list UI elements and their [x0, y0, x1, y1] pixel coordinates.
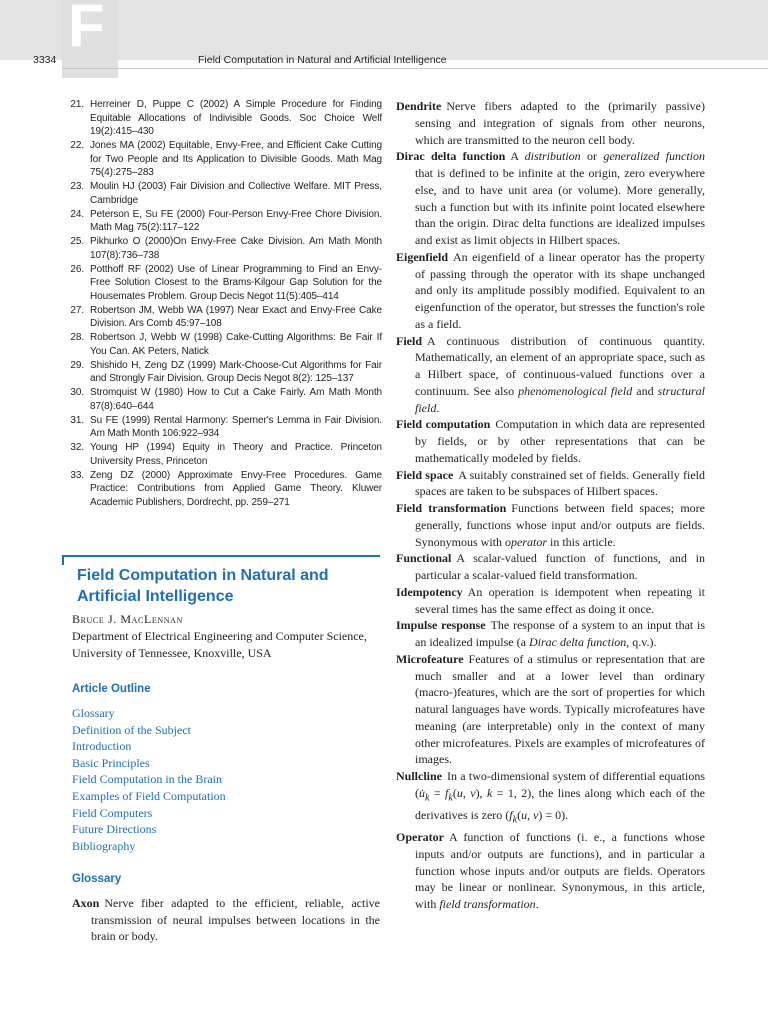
- section-letter-tab: [62, 0, 118, 78]
- outline-heading: Article Outline: [72, 683, 151, 695]
- outline-link[interactable]: Examples of Field Computation: [72, 788, 226, 803]
- glossary-entry: [396, 550, 705, 584]
- reference-text: Robertson JM, Webb WA (1997) Near Exact and Envy-Free Cake Division. Ars Comb 45:97–108: [90, 304, 382, 330]
- reference-number: 24.: [70, 208, 84, 220]
- glossary-term: Idempotency: [396, 584, 463, 599]
- reference-item: [62, 441, 382, 468]
- reference-number: 30.: [70, 387, 84, 399]
- glossary-term: Field space: [396, 467, 454, 482]
- reference-number: 28.: [70, 332, 84, 344]
- glossary-entry: [396, 148, 705, 249]
- references-section: [62, 98, 382, 510]
- outline-item: [72, 705, 226, 722]
- outline-link[interactable]: Field Computation in the Brain: [72, 772, 222, 787]
- glossary-right: [396, 98, 705, 913]
- outline-item: [72, 821, 226, 838]
- glossary-definition: The response of a system to an input that is an idealized impulse (a Dirac delta function, q.v.).: [415, 618, 705, 649]
- glossary-definition: A scalar-valued function of functions, and in particular a scalar-valued field transformation.: [415, 551, 705, 582]
- author-name: Bruce J. MacLennan: [72, 612, 183, 626]
- glossary-definition: A distribution or generalized function that is defined to be infinite at the origin, zero everywhere else, and to have unit area (or volume). More generally, such a function but with its infinite point located elsewhere than the origin. Dirac delta functions are idealized impulses and exist as limit objects in Hilbert spaces.: [415, 149, 706, 247]
- reference-number: 33.: [70, 469, 84, 481]
- outline-item: [72, 805, 226, 822]
- glossary-term: Field: [396, 333, 422, 348]
- reference-item: [62, 359, 382, 386]
- glossary-definition: An eigenfield of a linear operator has the property of passing through the operator with its shape unchanged and only its amplitude possibly modified. Equivalent to an eigenfunction of the operator, but stresses the function's role as a field.: [415, 249, 705, 331]
- reference-list: [62, 98, 382, 509]
- glossary-term: Dirac delta function: [396, 149, 506, 164]
- glossary-entry: [396, 829, 705, 913]
- reference-number: 22.: [70, 140, 84, 152]
- reference-number: 32.: [70, 442, 84, 454]
- reference-number: 21.: [70, 99, 84, 110]
- glossary-term: Operator: [396, 830, 444, 845]
- glossary-term: Impulse response: [396, 618, 486, 633]
- glossary-entry: [396, 500, 705, 550]
- reference-text: Potthoff RF (2002) Use of Linear Programming to Find an Envy-Free Solution Closest to the Brams-Kilgour Gap Solution for the Housemates Problem. Group Decis Negot 11(5):405–414: [90, 263, 382, 302]
- outline-item: [72, 738, 226, 755]
- glossary-definition: Features of a stimulus or representation that are much smaller and at a lower level than ordinary (macro-)features, which are the sort of properties for which natural languages have words. Typically microfeatures have meaning (are interpretable) only in the context of many other microfeatures. Pixels are examples of microfeatures of images.: [415, 651, 705, 767]
- page-number: 3334: [33, 54, 57, 66]
- glossary-definition: An operation is idempotent when repeating it several times has the same effect as doing it once.: [415, 584, 705, 616]
- reference-number: 25.: [70, 236, 84, 248]
- glossary-heading: Glossary: [72, 873, 122, 885]
- glossary-term: Functional: [396, 551, 452, 566]
- glossary-entry: [396, 768, 705, 829]
- outline-link[interactable]: Glossary: [72, 706, 115, 720]
- outline-item: [72, 788, 226, 805]
- outline-item: [72, 771, 226, 788]
- outline-item: [72, 838, 226, 855]
- glossary-term: Field transformation: [396, 501, 507, 515]
- reference-text: Herreiner D, Puppe C (2002) A Simple Procedure for Finding Equitable Allocations of Indivisible Goods. Soc Choice Welf 19(2):415–430: [90, 99, 382, 138]
- title-rule: [62, 555, 380, 557]
- reference-text: Peterson E, Su FE (2000) Four-Person Envy-Free Chore Division. Math Mag 75(2):117–122: [90, 208, 382, 234]
- glossary-entry: [396, 584, 705, 618]
- glossary-term: Field computation: [396, 417, 491, 432]
- glossary-left: [72, 895, 380, 945]
- glossary-definition: A suitably constrained set of fields. Generally field spaces are taken to be subspaces of Hilbert spaces.: [415, 467, 705, 499]
- reference-text: Moulin HJ (2003) Fair Division and Collective Welfare. MIT Press, Cambridge: [90, 181, 382, 206]
- glossary-term: Nullcline: [396, 769, 443, 783]
- reference-number: 26.: [70, 263, 84, 275]
- reference-text: Young HP (1994) Equity in Theory and Practice. Princeton University Press, Princeton: [90, 442, 382, 467]
- glossary-entry: [396, 651, 705, 768]
- outline-link[interactable]: Future Directions: [72, 822, 157, 837]
- glossary-entry: [396, 416, 705, 466]
- outline-link[interactable]: Field Computers: [72, 805, 153, 820]
- reference-item: [62, 469, 382, 510]
- reference-item: [62, 139, 382, 180]
- reference-item: [62, 386, 382, 413]
- glossary-definition: A continuous distribution of continuous quantity. Mathematically, an element of an appropriate space, such as a Hilbert space, of continuous-valued functions over a continuum. See also phenomenological field and structural field.: [415, 333, 706, 415]
- reference-item: [62, 180, 382, 207]
- reference-item: [62, 235, 382, 262]
- glossary-entry: [396, 617, 705, 651]
- glossary-definition: A function of functions (i. e., a functions whose inputs and/or outputs are functions), and in particular a function whose inputs and/or outputs are fields. Operators may be linear or nonlinear. Synonymous, in this article, with field transformation.: [415, 830, 705, 912]
- reference-text: Pikhurko O (2000)On Envy-Free Cake Division. Am Math Month 107(8):736–738: [90, 236, 382, 261]
- reference-number: 23.: [70, 181, 84, 193]
- reference-text: Su FE (1999) Rental Harmony: Sperner's Lemma in Fair Division. Am Math Month 106:922–934: [90, 414, 382, 440]
- header-rule: [62, 68, 768, 69]
- reference-number: 31.: [70, 414, 84, 426]
- reference-text: Jones MA (2002) Equitable, Envy-Free, and Efficient Cake Cutting for Two People and Its Application to Divisible Goods. Math Mag 75(4):275–283: [90, 140, 382, 179]
- section-letter: F: [68, 0, 105, 59]
- glossary-definition: Functions between field spaces; more generally, functions whose input and/or outputs are fields. Synonymous with operator in this article.: [415, 501, 705, 549]
- reference-item: [62, 414, 382, 441]
- glossary-term: Axon: [72, 896, 100, 910]
- outline-link[interactable]: Basic Principles: [72, 755, 150, 770]
- glossary-entry: [396, 98, 705, 148]
- glossary-entry: [396, 249, 705, 333]
- glossary-definition: In a two-dimensional system of differential equations ($u̇_k = f_k(u$, v), k = 1, 2), the lines along which each of the derivatives is zero ($f_k(u$, v) = 0).: [415, 769, 706, 826]
- outline-link[interactable]: Definition of the Subject: [72, 722, 191, 737]
- glossary-entry: [396, 333, 705, 417]
- glossary-definition: Computation in which data are represented by fields, or by other representations that can be mathematically modeled by fields.: [415, 417, 706, 465]
- reference-text: Robertson J, Webb W (1998) Cake-Cutting Algorithms: Be Fair If You Can. AK Peters, Natick: [90, 332, 382, 357]
- title-tick: [62, 555, 64, 565]
- glossary-entry: [396, 467, 705, 501]
- outline-item: [72, 722, 226, 739]
- reference-item: [62, 304, 382, 331]
- reference-text: Shishido H, Zeng DZ (1999) Mark-Choose-Cut Algorithms for Fair and Strongly Fair Division. Group Decis Negot 8(2): 125–137: [90, 359, 382, 385]
- outline-link[interactable]: Introduction: [72, 739, 132, 754]
- reference-number: 29.: [70, 359, 84, 371]
- outline-link[interactable]: Bibliography: [72, 838, 136, 853]
- glossary-entry: [72, 895, 380, 945]
- reference-item: [62, 263, 382, 304]
- running-title: Field Computation in Natural and Artificial Intelligence: [198, 54, 447, 66]
- reference-text: Stromquist W (1980) How to Cut a Cake Fairly. Am Math Month 87(8):640–644: [90, 387, 382, 412]
- article-outline: [72, 705, 226, 854]
- reference-item: [62, 98, 382, 139]
- reference-number: 27.: [70, 304, 84, 316]
- glossary-definition: Nerve fibers adapted to the (primarily passive) sensing and integration of signals from other neurons, which are transmitted to the neuron cell body.: [415, 99, 705, 147]
- outline-item: [72, 755, 226, 772]
- article-title: Field Computation in Natural and Artificial Intelligence: [77, 567, 329, 605]
- glossary-term: Eigenfield: [396, 249, 449, 264]
- glossary-term: Microfeature: [396, 651, 464, 666]
- reference-item: [62, 208, 382, 235]
- reference-text: Zeng DZ (2000) Approximate Envy-Free Procedures. Game Practice: Contributions from Applied Game Theory. Kluwer Academic Publishers, Dordrecht, pp. 259–271: [90, 469, 382, 508]
- reference-item: [62, 331, 382, 358]
- glossary-definition: Nerve fiber adapted to the efficient, reliable, active transmission of neural impulses between locations in the brain or body.: [91, 896, 380, 944]
- author-affiliation: Department of Electrical Engineering and Computer Science, University of Tennessee, Knoxville, USA: [72, 629, 367, 660]
- glossary-term: Dendrite: [396, 99, 442, 113]
